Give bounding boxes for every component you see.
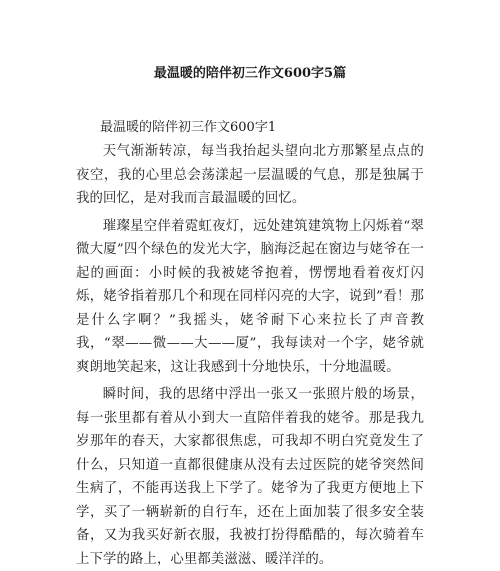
section-subtitle: 最温暖的陪伴初三作文600字1 <box>100 120 277 135</box>
paragraph-2: 璀璨星空伴着霓虹夜灯，远处建筑建筑物上闪烁着“翠微大厦”四个绿色的发光大字，脑海泛起在窗边与姥爷在一起的画面：小时候的我被姥爷抱着，愣愣地看着夜灯闪烁，姥爷指着那几个和现在同样闪亮的大字，说到”看！那是什么字啊？”我摇头，姥爷耐下心来拉长了声音教我，“翠——微——大——厦”，我每读对一个字，姥爷就爽朗地笑起来，这让我感到十分地快乐，十分地温暖。 <box>76 218 424 375</box>
paragraph-3: 瞬时间，我的思绪中浮出一张又一张照片般的场景，每一张里都有着从小到大一直陪伴着我的姥爷。那是我九岁那年的春天，大家都很焦虑，可我却不明白究竟发生了什么，只知道一直都很健康从没有去过医院的姥爷突然间生病了，不能再送我上下学了。姥爷为了我更方便地上下学，买了一辆崭新的自行车，还在上面加装了很多安全装备，又为我买好新衣服，我被打扮得酷酷的，每次骑着车上下学的路上，心里都美滋滋、暖洋洋的。 <box>76 387 424 567</box>
page-title: 最温暖的陪伴初三作文600字5篇 <box>153 66 347 81</box>
document-body <box>76 120 424 571</box>
paragraph-1: 天气渐渐转凉，每当我抬起头望向北方那繁星点点的夜空，我的心里总会荡漾起一层温暖的气息，那是独属于我的回忆，是对我而言最温暖的回忆。 <box>76 144 424 206</box>
